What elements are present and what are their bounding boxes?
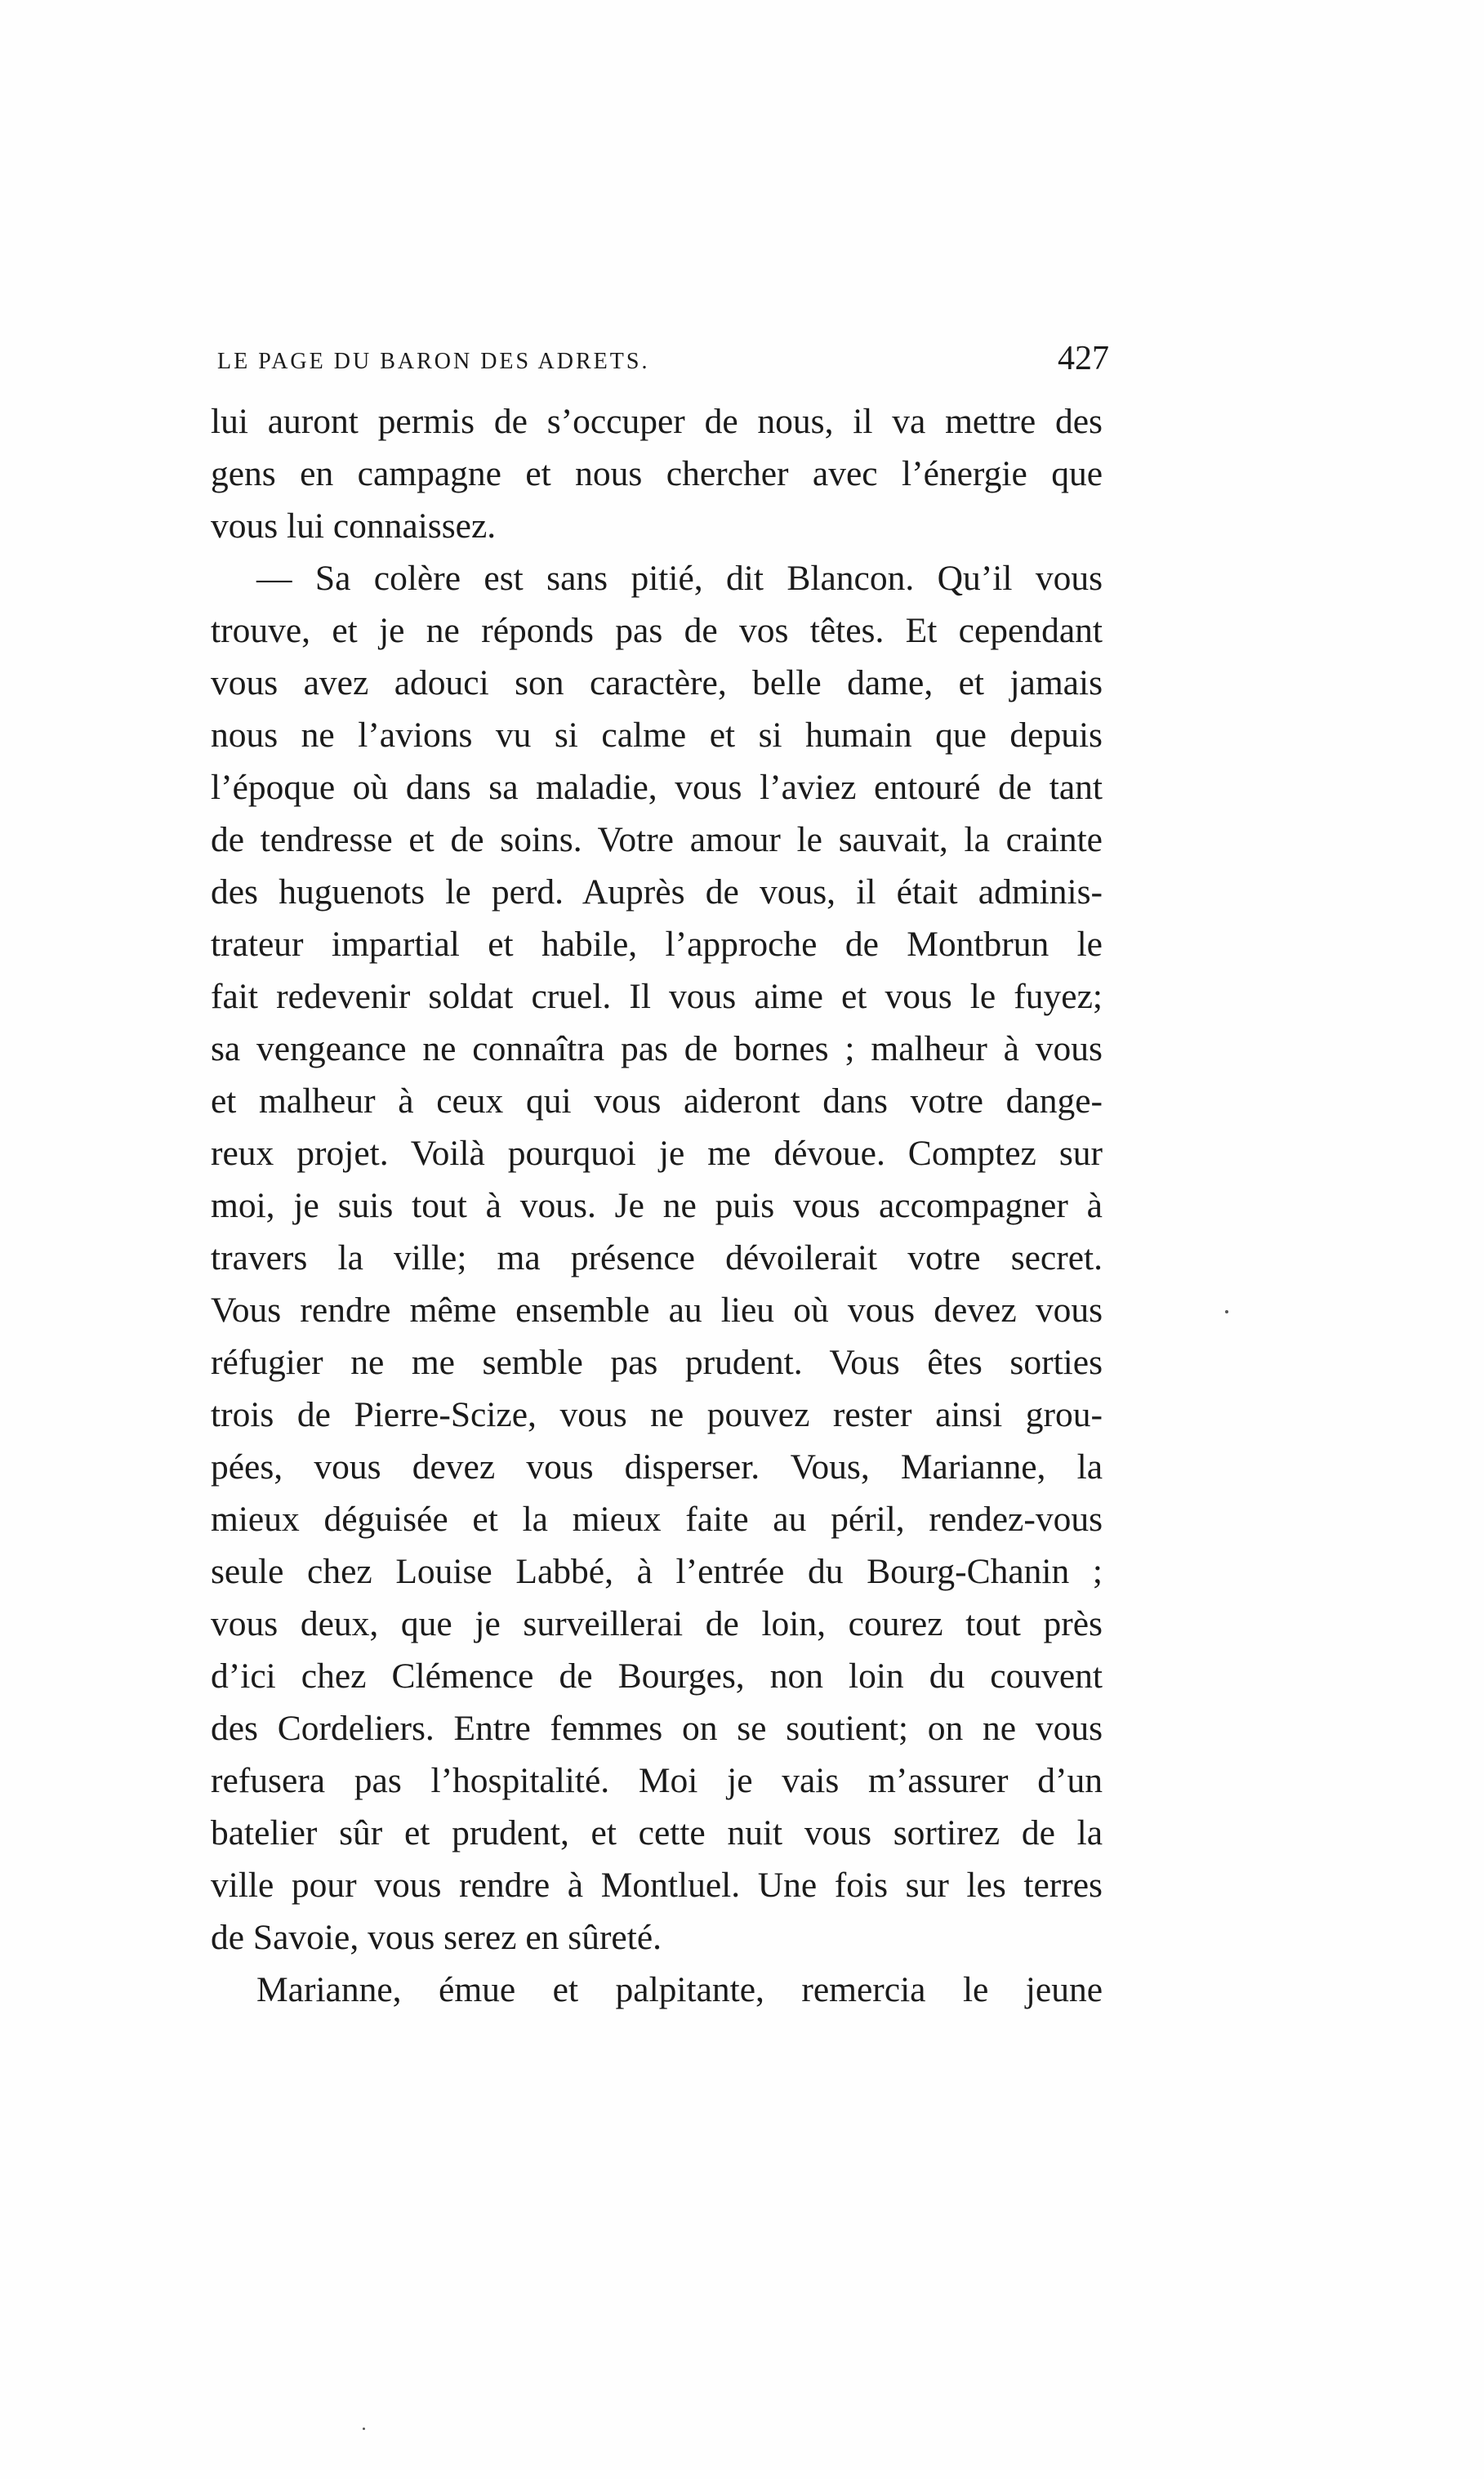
text-line: refusera pas l’hospitalité. Moi je vais m’assurer d’un (211, 1761, 1103, 1800)
text-line: sa vengeance ne connaîtra pas de bornes ; malheur à vous (211, 1029, 1103, 1068)
text-line: de tendresse et de soins. Votre amour le sauvait, la crainte (211, 820, 1103, 859)
text-line: des Cordeliers. Entre femmes on se soutient; on ne vous (211, 1709, 1103, 1748)
text-line: réfugier ne me semble pas prudent. Vous êtes sorties (211, 1343, 1103, 1382)
text-line: vous lui connaissez. (211, 506, 497, 546)
text-line: seule chez Louise Labbé, à l’entrée du Bourg-Chanin ; (211, 1552, 1103, 1591)
text-line: trouve, et je ne réponds pas de vos têtes. Et cependant (211, 611, 1103, 650)
scan-speck (1225, 1310, 1228, 1313)
text-line: — Sa colère est sans pitié, dit Blancon. Qu’il vous (256, 559, 1103, 598)
text-line: trateur impartial et habile, l’approche de Montbrun le (211, 925, 1103, 964)
text-line: mieux déguisée et la mieux faite au péril, rendez-vous (211, 1500, 1103, 1539)
page-header (211, 331, 1109, 388)
text-line: ville pour vous rendre à Montluel. Une fois sur les terres (211, 1866, 1103, 1905)
text-line: vous deux, que je surveillerai de loin, courez tout près (211, 1604, 1103, 1643)
page-number: 427 (1058, 340, 1109, 377)
text-line: des huguenots le perd. Auprès de vous, il était adminis- (211, 872, 1103, 912)
text-line: de Savoie, vous serez en sûreté. (211, 1918, 662, 1957)
running-title: LE PAGE DU BARON DES ADRETS. (217, 349, 650, 374)
text-line: lui auront permis de s’occuper de nous, il va mettre des (211, 402, 1103, 441)
text-line: travers la ville; ma présence dévoilerait votre secret. (211, 1238, 1103, 1277)
text-line: nous ne l’avions vu si calme et si humain que depuis (211, 716, 1103, 755)
text-line: d’ici chez Clémence de Bourges, non loin du couvent (211, 1656, 1103, 1696)
body-text (211, 395, 1103, 2016)
text-line: vous avez adouci son caractère, belle dame, et jamais (211, 663, 1103, 702)
text-line: et malheur à ceux qui vous aideront dans votre dange- (211, 1081, 1103, 1121)
text-line: fait redevenir soldat cruel. Il vous aime et vous le fuyez; (211, 977, 1103, 1016)
text-line: trois de Pierre-Scize, vous ne pouvez rester ainsi grou- (211, 1395, 1103, 1434)
scan-speck (363, 2428, 365, 2430)
text-line: Vous rendre même ensemble au lieu où vous devez vous (211, 1291, 1103, 1330)
text-line: gens en campagne et nous chercher avec l’énergie que (211, 454, 1103, 493)
text-line: Marianne, émue et palpitante, remercia le jeune (256, 1970, 1103, 2009)
text-line: moi, je suis tout à vous. Je ne puis vous accompagner à (211, 1186, 1103, 1225)
text-line: reux projet. Voilà pourquoi je me dévoue. Comptez sur (211, 1134, 1103, 1173)
text-line: l’époque où dans sa maladie, vous l’aviez entouré de tant (211, 768, 1103, 807)
text-line: pées, vous devez vous disperser. Vous, Marianne, la (211, 1447, 1103, 1487)
text-line: batelier sûr et prudent, et cette nuit vous sortirez de la (211, 1813, 1103, 1853)
